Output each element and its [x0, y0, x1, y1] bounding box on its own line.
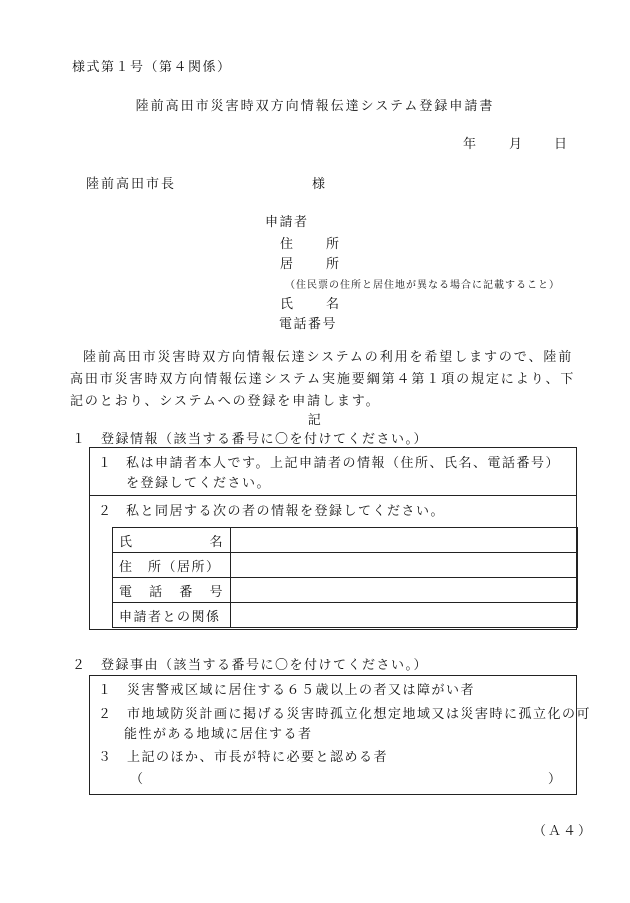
- form-title: 陸前高田市災害時双方向情報伝達システム登録申請書: [135, 99, 495, 114]
- table-row: [113, 578, 578, 603]
- item1-text: 私は申請者本人です。上記申請者の情報（住所、氏名、電話番号）を登録してください。: [126, 456, 560, 491]
- paren-open: （: [130, 772, 145, 787]
- date-day-label: 日: [554, 137, 569, 152]
- reason-item-2: ２ 市地域防災計画に掲げる災害時孤立化想定地域又は災害時に孤立化の可能性がある地域に居住する者: [98, 707, 592, 742]
- paper-size-note: （Ａ４）: [533, 824, 594, 839]
- table-row: [113, 553, 578, 578]
- name-label-2: 名: [326, 297, 341, 312]
- section2-heading: ２ 登録事由（該当する番号に〇を付けてください。）: [72, 658, 429, 673]
- ki-heading: 記: [307, 413, 323, 428]
- residence-label-2: 所: [326, 257, 341, 272]
- applicant-heading: 申請者: [265, 215, 309, 230]
- paren-close: ）: [548, 772, 563, 787]
- cohabitant-phone-label: 電 話 番 号: [113, 578, 231, 603]
- cohabitant-name-field[interactable]: [231, 528, 578, 553]
- cohabitant-relation-field[interactable]: [231, 603, 578, 628]
- addressee-honorific: 様: [312, 177, 327, 192]
- cohabitant-relation-label: 申請者との関係: [113, 603, 231, 628]
- box-divider: [90, 495, 576, 496]
- table-row: [113, 603, 578, 628]
- cohabitant-address-label: 住 所（居所）: [113, 553, 231, 578]
- section1-heading: １ 登録情報（該当する番号に〇を付けてください。）: [72, 432, 429, 447]
- cohabitant-address-field[interactable]: [231, 553, 578, 578]
- address-label-2: 所: [326, 237, 341, 252]
- registration-reason-box: [89, 675, 592, 795]
- form-number: 様式第１号（第４関係）: [72, 60, 232, 75]
- table-row: [113, 528, 578, 553]
- cohabitant-name-label: 氏 名: [113, 528, 231, 553]
- addressee-name: 陸前高田市長: [86, 177, 177, 192]
- item2-number: ２: [98, 504, 113, 519]
- date-year-label: 年: [463, 137, 478, 152]
- residence-note: （住民票の住所と居住地が異なる場合に記載すること）: [285, 280, 560, 291]
- reason-item-1: １ 災害警戒区域に居住する６５歳以上の者又は障がい者: [98, 683, 476, 698]
- address-label-1: 住: [280, 237, 295, 252]
- cohabitant-info-table: [112, 527, 578, 628]
- item1-number: １: [98, 456, 113, 471]
- name-label-1: 氏: [280, 297, 295, 312]
- item2-text: 私と同居する次の者の情報を登録してください。: [126, 504, 446, 519]
- phone-label: 電話番号: [279, 317, 338, 332]
- cohabitant-phone-field[interactable]: [231, 578, 578, 603]
- application-statement: 陸前高田市災害時双方向情報伝達システムの利用を希望しますので、陸前高田市災害時双方向情報伝達システム実施要綱第４第１項の規定により、下記のとおり、システムへの登録を申請します。: [70, 350, 576, 409]
- reason-item-3: ３ 上記のほか、市長が特に必要と認める者: [98, 750, 389, 765]
- date-month-label: 月: [509, 137, 524, 152]
- residence-label-1: 居: [280, 257, 295, 272]
- registration-info-box: [89, 447, 577, 630]
